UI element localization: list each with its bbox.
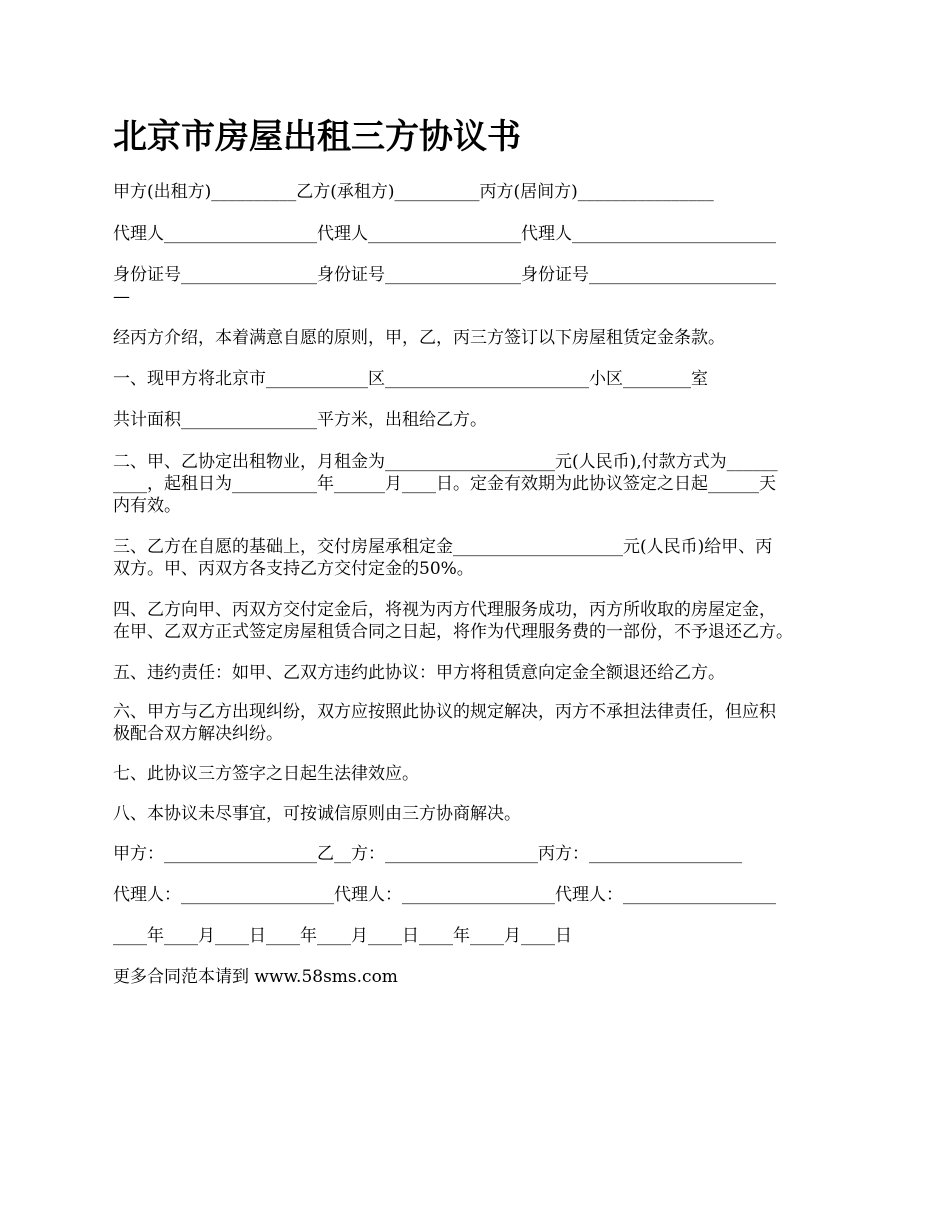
- clause-3-line-2: 双方。甲、丙双方各支持乙方交付定金的50%。: [113, 559, 474, 579]
- parties-line: 甲方(出租方)__________乙方(承租方)__________丙方(居间方)________________: [113, 182, 714, 202]
- clause-8: 八、本协议未尽事宜，可按诚信原则由三方协商解决。: [113, 804, 521, 824]
- clause-4-line-2: 在甲、乙双方正式签定房屋租赁合同之日起，将作为代理服务费的一部份，不予退还乙方。: [113, 622, 793, 642]
- clause-1-line-1: 一、现甲方将北京市____________区________________________小区________室: [113, 369, 708, 389]
- id-number-line-overflow: —: [113, 287, 130, 307]
- clause-2-line-1: 二、甲、乙协定出租物业，月租金为____________________元(人民币),付款方式为______: [113, 452, 778, 472]
- clause-3-line-1: 三、乙方在自愿的基础上，交付房屋承租定金____________________元(人民币)给甲、丙: [113, 537, 773, 557]
- signature-agents-line: 代理人：__________________代理人：__________________代理人：__________________: [113, 885, 776, 905]
- clause-2-line-2: ____，起租日为__________年______月____日。定金有效期为此协议签定之日起______天: [113, 474, 776, 494]
- clause-5: 五、违约责任：如甲、乙双方违约此协议：甲方将租赁意向定金全额退还给乙方。: [113, 663, 725, 683]
- agents-line: 代理人__________________代理人__________________代理人________________________: [113, 224, 776, 244]
- intro-paragraph: 经丙方介绍，本着满意自愿的原则，甲，乙，丙三方签订以下房屋租赁定金条款。: [113, 328, 725, 348]
- clause-2-line-3: 内有效。: [113, 496, 181, 516]
- clause-4-line-1: 四、乙方向甲、丙双方交付定金后，将视为丙方代理服务成功，丙方所收取的房屋定金，: [113, 600, 776, 620]
- signature-dates-line: ____年____月____日____年____月____日____年____月____日: [113, 926, 572, 946]
- id-number-line: 身份证号________________身份证号________________身份证号______________________: [113, 265, 776, 285]
- clause-1-line-2: 共计面积________________平方米，出租给乙方。: [113, 410, 487, 430]
- signature-parties-line: 甲方：__________________乙__方：__________________丙方：__________________: [113, 844, 742, 864]
- clause-7: 七、此协议三方签字之日起生法律效应。: [113, 764, 419, 784]
- document-title: 北京市房屋出租三方协议书: [113, 117, 521, 157]
- clause-6-line-2: 极配合双方解决纠纷。: [113, 724, 283, 744]
- footer-note: 更多合同范本请到 www.58sms.com: [113, 967, 398, 987]
- clause-6-line-1: 六、甲方与乙方出现纠纷，双方应按照此协议的规定解决，丙方不承担法律责任，但应积: [113, 702, 776, 722]
